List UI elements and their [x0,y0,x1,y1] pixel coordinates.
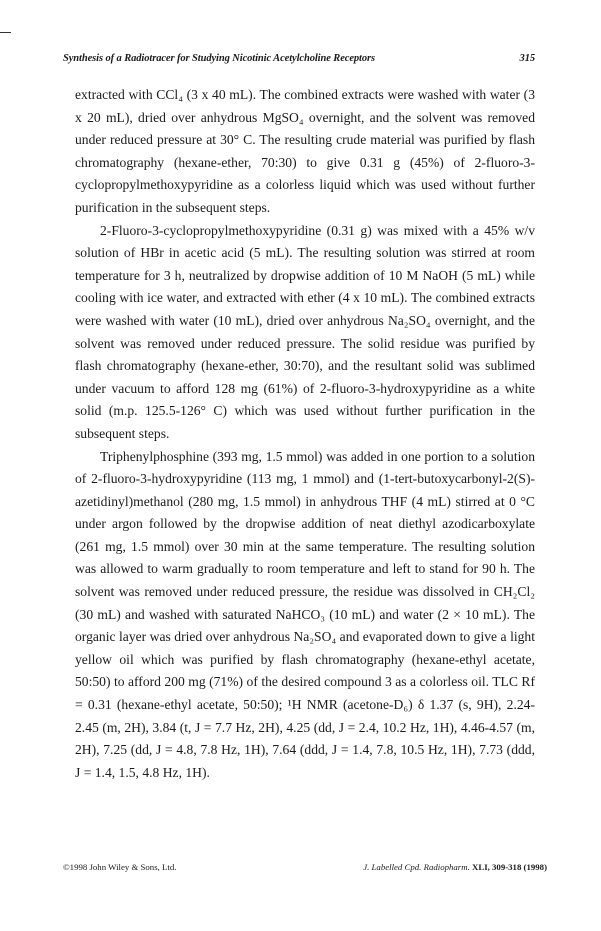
journal-citation [363,862,547,872]
running-title: Synthesis of a Radiotracer for Studying Nicotinic Acetylcholine Receptors [63,53,375,64]
copyright-notice: ©1998 John Wiley & Sons, Ltd. [63,862,177,872]
journal-name: J. Labelled Cpd. Radiopharm. [363,862,470,872]
running-header [63,53,535,64]
body-text [75,84,535,784]
page-number: 315 [519,53,535,64]
crop-mark [0,32,11,33]
paragraph-1: extracted with CCl₄ (3 x 40 mL). The combined extracts were washed with water (3 x 20 mL), dried over anhydrous MgSO₄ overnight, and the solvent was removed under reduced pressure at 30° C. The resulting crude material was purified by flash chromatography (hexane-ether, 70:30) to give 0.31 g (45%) of 2-fluoro-3-cyclopropylmethoxypyridine as a colorless liquid which was used without further purification in the subsequent steps. [75,87,535,215]
volume-pages: XLI, 309-318 (1998) [471,862,547,872]
paragraph-3: Triphenylphosphine (393 mg, 1.5 mmol) was added in one portion to a solution of 2-fluoro-3-hydroxypyridine (113 mg, 1 mmol) and (1-tert-butoxycarbonyl-2(S)-azetidinyl)methanol (280 mg, 1.5 mmol) in anhydrous THF (4 mL) stirred at 0 °C under argon followed by the dropwise addition of neat diethyl azodicarboxylate (261 mg, 1.5 mmol) over 30 min at the same temperature. The resulting solution was allowed to warm gradually to room temperature and left to stand for 90 h. The solvent was removed under reduced pressure, the residue was dissolved in CH₂Cl₂ (30 mL) and washed with saturated NaHCO₃ (10 mL) and water (2 × 10 mL). The organic layer was dried over anhydrous Na₂SO₄ and evaporated down to give a light yellow oil which was purified by flash chromatography (hexane-ethyl acetate, 50:50) to afford 200 mg (71%) of the desired compound 3 as a colorless oil. TLC Rf = 0.31 (hexane-ethyl acetate, 50:50); ¹H NMR (acetone-D₆) δ 1.37 (s, 9H), 2.24-2.45 (m, 2H), 3.84 (t, J = 7.7 Hz, 2H), 4.25 (dd, J = 2.4, 10.2 Hz, 1H), 4.46-4.57 (m, 2H), 7.25 (dd, J = 4.8, 7.8 Hz, 1H), 7.64 (ddd, J = 1.4, 7.8, 10.5 Hz, 1H), 7.73 (ddd, J = 1.4, 1.5, 4.8 Hz, 1H). [75,448,535,780]
page-footer [63,862,547,872]
paragraph-2: 2-Fluoro-3-cyclopropylmethoxypyridine (0.31 g) was mixed with a 45% w/v solution of HBr in acetic acid (5 mL). The resulting solution was stirred at room temperature for 3 h, neutralized by dropwise addition of 10 M NaOH (5 mL) while cooling with ice water, and extracted with ether (4 x 10 mL). The combined extracts were washed with water (10 mL), dried over anhydrous Na₂SO₄ overnight, and the solvent was removed under reduced pressure. The solid residue was purified by flash chromatography (hexane-ether, 30:70), and the resultant solid was sublimed under vacuum to afford 128 mg (61%) of 2-fluoro-3-hydroxypyridine as a white solid (m.p. 125.5-126° C) which was used without further purification in the subsequent steps. [75,222,535,441]
